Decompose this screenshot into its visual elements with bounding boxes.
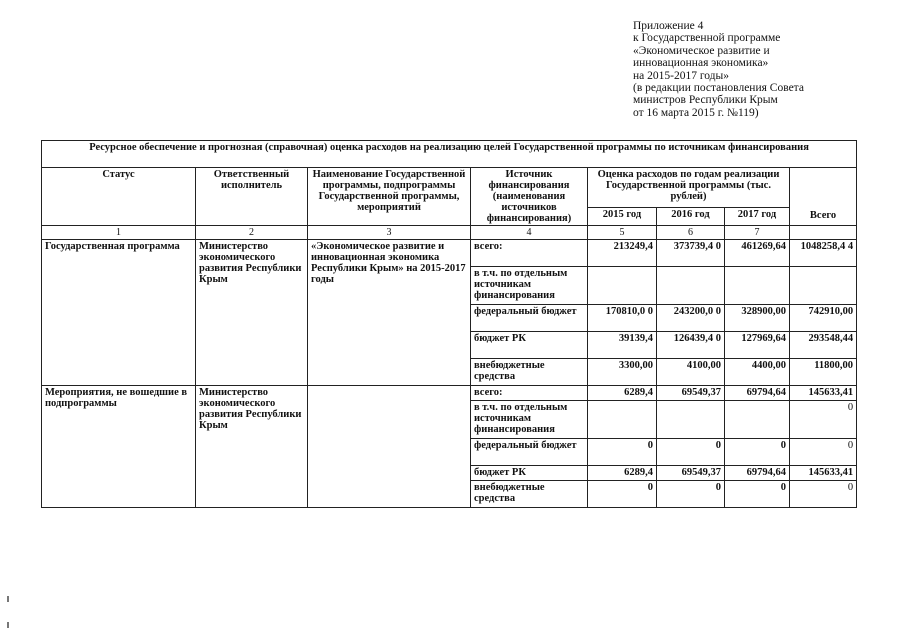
scan-mark [7,596,9,602]
value-2017 [725,401,790,439]
appendix-line: инновационная экономика» [633,57,769,70]
value-2016: 126439,4 0 [657,332,725,359]
status-cell: Мероприятия, не вошедшие в подпрограммы [42,386,196,508]
table-row [42,386,857,401]
value-total: 742910,00 [790,305,857,332]
header-year-2016: 2016 год [657,207,725,225]
source-cell: федеральный бюджет [471,439,588,466]
appendix-line: к Государственной программе [633,32,781,45]
program-name-cell: «Экономическое развитие и инновационная экономика Республики Крым» на 2015-2017 годы [308,240,471,386]
value-2016: 373739,4 0 [657,240,725,267]
source-cell: всего: [471,240,588,267]
value-2015: 0 [588,481,657,508]
value-2015: 6289,4 [588,386,657,401]
value-2016 [657,401,725,439]
source-cell: бюджет РК [471,466,588,481]
column-number: 4 [471,226,588,240]
value-2015: 3300,00 [588,359,657,386]
header-year-2015: 2015 год [588,207,657,225]
header-source: Источник финансирования (наименования источников финансирования) [471,168,588,226]
source-cell: бюджет РК [471,332,588,359]
column-number: 1 [42,226,196,240]
appendix-line: «Экономическое развитие и [633,44,770,57]
appendix-line: министров Республики Крым [633,94,778,107]
value-2015: 213249,4 [588,240,657,267]
value-2017: 0 [725,481,790,508]
value-2015: 39139,4 [588,332,657,359]
value-2016: 4100,00 [657,359,725,386]
value-2017: 4400,00 [725,359,790,386]
column-number: 7 [725,226,790,240]
value-2016: 69549,37 [657,466,725,481]
value-total: 0 [790,439,857,466]
value-total: 145633,41 [790,466,857,481]
scan-mark [7,622,9,628]
value-total: 0 [790,401,857,439]
column-number: 3 [308,226,471,240]
column-number: 5 [588,226,657,240]
value-2017 [725,267,790,305]
header-name: Наименование Государственной программы, подпрограммы Государственной программы, мероприятий [308,168,471,226]
header-status: Статус [42,168,196,226]
value-2016: 0 [657,439,725,466]
value-total [790,267,857,305]
value-2016: 69549,37 [657,386,725,401]
header-executor: Ответственный исполнитель [196,168,308,226]
value-2015: 0 [588,439,657,466]
value-2017: 69794,64 [725,466,790,481]
value-2017: 0 [725,439,790,466]
source-cell: всего: [471,386,588,401]
appendix-line: на 2015-2017 годы» [633,69,730,82]
value-2015: 6289,4 [588,466,657,481]
value-2016: 0 [657,481,725,508]
source-cell: внебюджетные средства [471,481,588,508]
value-total: 11800,00 [790,359,857,386]
value-2017: 69794,64 [725,386,790,401]
header-year-2017: 2017 год [725,207,790,225]
value-2017: 461269,64 [725,240,790,267]
appendix-line: (в редакции постановления Совета [633,82,804,95]
value-2016 [657,267,725,305]
resource-table [41,140,857,508]
value-2015 [588,401,657,439]
appendix-note [633,20,893,119]
header-estimate: Оценка расходов по годам реализации Государственной программы (тыс. рублей) [588,168,790,208]
table-caption: Ресурсное обеспечение и прогнозная (справочная) оценка расходов на реализацию целей Государственной программы по источникам финансирования [42,141,857,168]
value-2017: 328900,00 [725,305,790,332]
column-number [790,226,857,240]
source-cell: внебюджетные средства [471,359,588,386]
appendix-line: от 16 марта 2015 г. №119) [633,106,759,119]
value-2016: 243200,0 0 [657,305,725,332]
column-number-row [42,226,857,240]
source-cell: в т.ч. по отдельным источникам финансирования [471,401,588,439]
executor-cell: Министерство экономического развития Республики Крым [196,240,308,386]
value-2015 [588,267,657,305]
value-2015: 170810,0 0 [588,305,657,332]
value-total: 1048258,4 4 [790,240,857,267]
column-number: 2 [196,226,308,240]
source-cell: федеральный бюджет [471,305,588,332]
table-row [42,240,857,267]
executor-cell: Министерство экономического развития Республики Крым [196,386,308,508]
column-number: 6 [657,226,725,240]
value-total: 293548,44 [790,332,857,359]
status-cell: Государственная программа [42,240,196,386]
source-cell: в т.ч. по отдельным источникам финансирования [471,267,588,305]
program-name-cell [308,386,471,508]
value-2017: 127969,64 [725,332,790,359]
value-total: 145633,41 [790,386,857,401]
value-total: 0 [790,481,857,508]
header-total: Всего [790,168,857,226]
appendix-line: Приложение 4 [633,20,704,32]
